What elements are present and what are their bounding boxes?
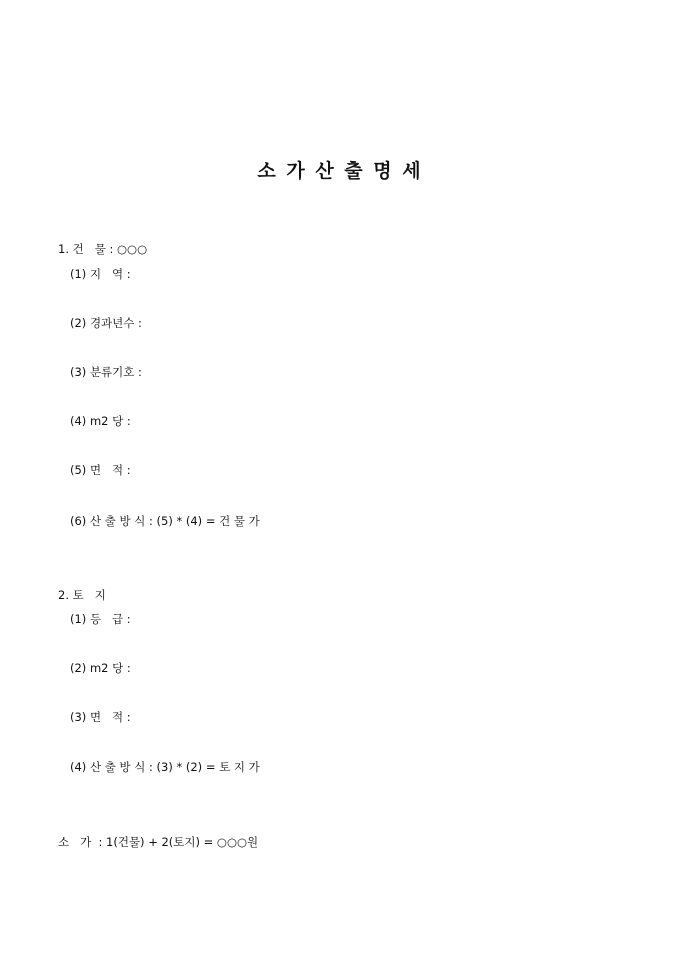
section1-item-elapsed-years: (2) 경과년수 : <box>70 316 142 330</box>
section2-item-area: (3) 면 적 : <box>70 710 131 724</box>
document-title: 소 가 산 출 명 세 <box>257 160 423 182</box>
section1-item-per-m2: (4) m2 당 : <box>70 414 131 428</box>
section1-heading: 1. 건 물 : ○○○ <box>58 242 148 256</box>
section2-item-calc-method: (4) 산 출 방 식 : (3) * (2) = 토 지 가 <box>70 760 260 774</box>
section2-item-per-m2: (2) m2 당 : <box>70 661 131 675</box>
section1-item-region: (1) 지 역 : <box>70 267 131 281</box>
total-value-line: 소 가 : 1(건물) + 2(토지) = ○○○원 <box>58 835 259 849</box>
section1-item-class-code: (3) 분류기호 : <box>70 365 142 379</box>
section2-heading: 2. 토 지 <box>58 588 106 602</box>
section1-item-area: (5) 면 적 : <box>70 463 131 477</box>
section2-item-grade: (1) 등 급 : <box>70 612 131 626</box>
section1-item-calc-method: (6) 산 출 방 식 : (5) * (4) = 건 물 가 <box>70 514 260 528</box>
